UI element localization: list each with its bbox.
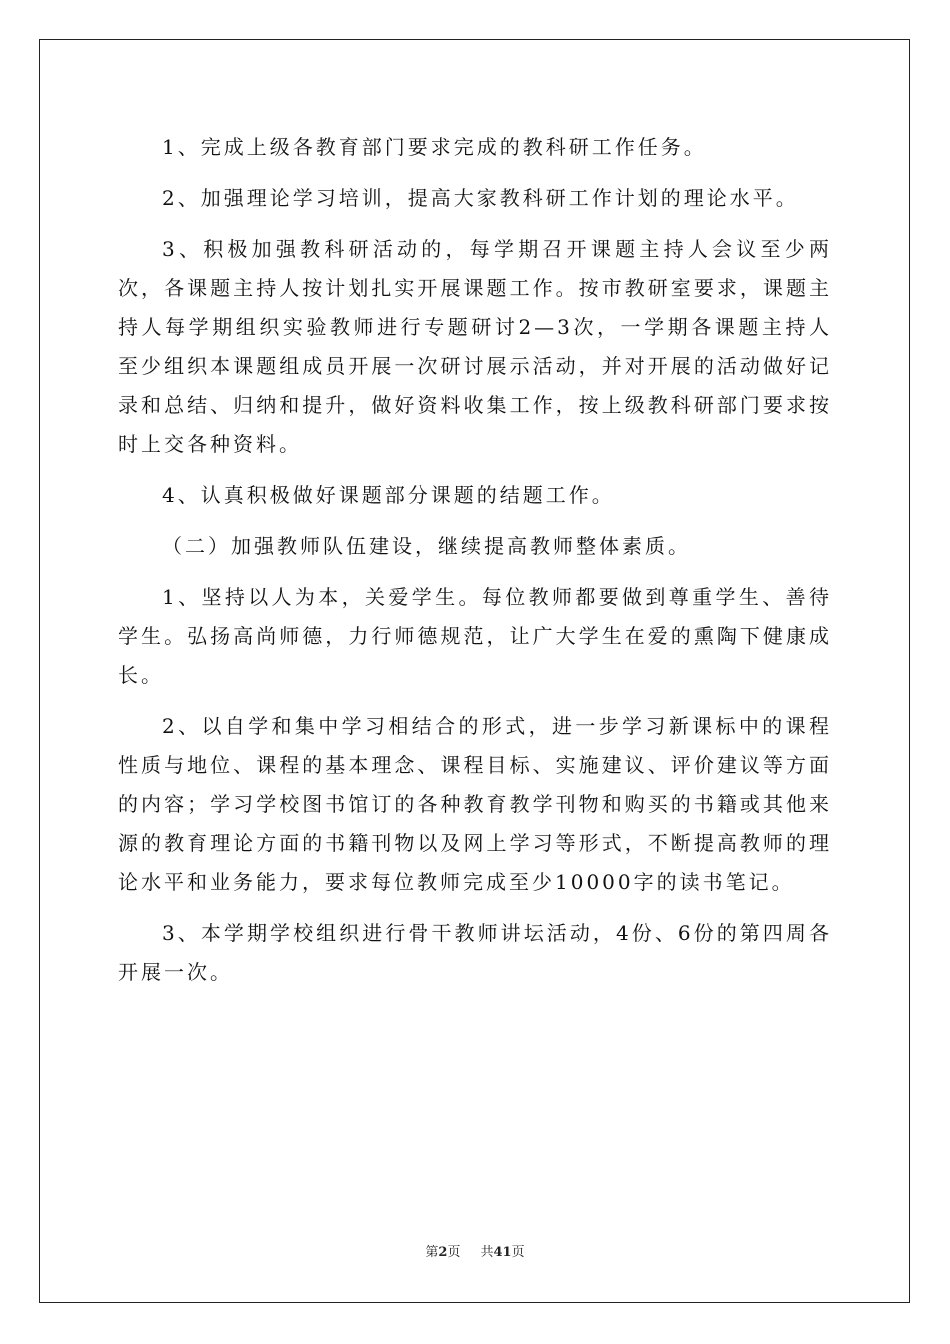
document-body <box>118 128 832 992</box>
page-prefix: 第 <box>425 1245 439 1260</box>
paragraph-1: 1、完成上级各教育部门要求完成的教科研工作任务。 <box>162 135 707 159</box>
paragraph-5: 1、坚持以人为本，关爱学生。每位教师都要做到尊重学生、善待学生。弘扬高尚师德，力行师德规范，让广大学生在爱的熏陶下健康成长。 <box>118 585 832 687</box>
page-footer <box>0 1241 950 1260</box>
paragraph-6: 2、以自学和集中学习相结合的形式，进一步学习新课标中的课程性质与地位、课程的基本理念、课程目标、实施建议、评价建议等方面的内容；学习学校图书馆订的各种教育教学刊物和购买的书籍或其他来源的教育理论方面的书籍刊物以及网上学习等形式，不断提高教师的理论水平和业务能力，要求每位教师完成至少10000字的读书笔记。 <box>118 714 832 894</box>
paragraph-2: 2、加强理论学习培训，提高大家教科研工作计划的理论水平。 <box>162 186 799 210</box>
total-suffix: 页 <box>511 1245 525 1260</box>
total-page-count: 41 <box>493 1245 512 1260</box>
paragraph-7: 3、本学期学校组织进行骨干教师讲坛活动，4份、6份的第四周各开展一次。 <box>118 921 832 984</box>
current-page-number: 2 <box>438 1245 448 1260</box>
paragraph-4: 4、认真积极做好课题部分课题的结题工作。 <box>162 483 615 507</box>
page-suffix: 页 <box>447 1245 461 1260</box>
paragraph-3: 3、积极加强教科研活动的，每学期召开课题主持人会议至少两次，各课题主持人按计划扎实开展课题工作。按市教研室要求，课题主持人每学期组织实验教师进行专题研讨2—3次，一学期各课题主持人至少组织本课题组成员开展一次研讨展示活动，并对开展的活动做好记录和总结、归纳和提升，做好资料收集工作，按上级教科研部门要求按时上交各种资料。 <box>118 237 832 456</box>
section-heading: （二）加强教师队伍建设，继续提高教师整体素质。 <box>162 534 691 558</box>
total-prefix: 共 <box>480 1245 494 1260</box>
